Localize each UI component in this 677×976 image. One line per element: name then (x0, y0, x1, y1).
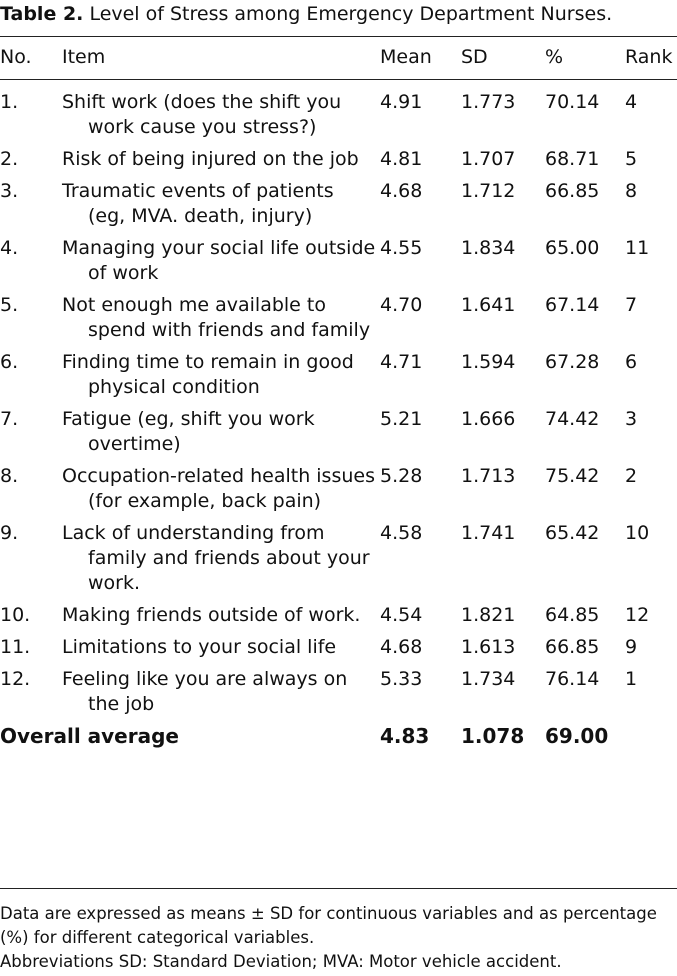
cell-pct: 75.42 (545, 465, 600, 487)
header-row (0, 42, 677, 82)
cell-pct: 64.85 (545, 604, 600, 626)
header-pct: % (545, 46, 564, 68)
cell-mean: 4.68 (380, 636, 423, 658)
item-text: Risk of being injured on the job (62, 148, 359, 170)
overall-sd: 1.078 (461, 724, 525, 748)
cell-item (62, 82, 380, 144)
item-text: Feeling like you are always on the job (62, 668, 348, 715)
cell-rank: 3 (625, 408, 638, 430)
overall-label: Overall average (0, 724, 179, 748)
header-sd: SD (461, 46, 488, 68)
cell-no: 3. (0, 180, 19, 202)
cell-mean: 4.55 (380, 237, 423, 259)
item-text: Finding time to remain in good physical condition (62, 351, 354, 398)
cell-pct: 68.71 (545, 148, 600, 170)
cell-pct: 67.28 (545, 351, 600, 373)
stress-table (0, 42, 677, 753)
cell-no: 9. (0, 522, 19, 544)
cell-mean: 4.58 (380, 522, 423, 544)
cell-mean: 4.70 (380, 294, 423, 316)
cell-mean: 4.54 (380, 604, 423, 626)
cell-no: 10. (0, 604, 31, 626)
cell-no: 12. (0, 668, 31, 690)
cell-item (62, 176, 380, 233)
cell-mean: 4.91 (380, 91, 423, 113)
cell-no: 1. (0, 91, 19, 113)
cell-sd: 1.734 (461, 668, 516, 690)
table-row (0, 144, 677, 176)
overall-average-row (0, 721, 677, 753)
cell-pct: 76.14 (545, 668, 600, 690)
cell-sd: 1.641 (461, 294, 516, 316)
header-no: No. (0, 46, 32, 68)
table-header (0, 42, 677, 82)
caption-label: Table 2. (0, 3, 84, 25)
cell-pct: 66.85 (545, 636, 600, 658)
item-text: Traumatic events of patients (eg, MVA. death, injury) (62, 180, 334, 227)
table-row (0, 404, 677, 461)
header-mean: Mean (380, 46, 432, 68)
cell-rank: 4 (625, 91, 638, 113)
item-text: Shift work (does the shift you work cause you stress?) (62, 91, 342, 138)
cell-no: 8. (0, 465, 19, 487)
item-text: Lack of understanding from family and friends about your work. (62, 522, 370, 594)
cell-sd: 1.594 (461, 351, 516, 373)
table-row (0, 347, 677, 404)
caption-title: Level of Stress among Emergency Department Nurses. (89, 3, 613, 25)
bottom-rule (0, 888, 677, 889)
cell-sd: 1.666 (461, 408, 516, 430)
cell-pct: 65.00 (545, 237, 600, 259)
cell-item (62, 144, 380, 176)
cell-sd: 1.773 (461, 91, 516, 113)
cell-rank: 6 (625, 351, 638, 373)
table-row (0, 176, 677, 233)
cell-item (62, 233, 380, 290)
table-row (0, 82, 677, 144)
item-text: Occupation-related health issues (for example, back pain) (62, 465, 375, 512)
cell-rank: 5 (625, 148, 638, 170)
table-row (0, 632, 677, 664)
footnote-data-note (0, 902, 677, 950)
cell-rank: 12 (625, 604, 650, 626)
cell-sd: 1.707 (461, 148, 516, 170)
cell-no: 6. (0, 351, 19, 373)
cell-mean: 4.71 (380, 351, 423, 373)
cell-sd: 1.741 (461, 522, 516, 544)
table-row (0, 461, 677, 518)
cell-item (62, 290, 380, 347)
cell-item (62, 404, 380, 461)
table-row (0, 290, 677, 347)
cell-item (62, 600, 380, 632)
cell-item (62, 664, 380, 721)
overall-mean: 4.83 (380, 724, 430, 748)
header-item: Item (62, 46, 106, 68)
cell-pct: 66.85 (545, 180, 600, 202)
footnote-abbreviations: Abbreviations SD: Standard Deviation; MVA: Motor vehicle accident. (0, 952, 562, 971)
item-text: Fatigue (eg, shift you work overtime) (62, 408, 315, 455)
cell-pct: 70.14 (545, 91, 600, 113)
cell-rank: 7 (625, 294, 638, 316)
cell-item (62, 518, 380, 600)
cell-rank: 8 (625, 180, 638, 202)
table-row (0, 233, 677, 290)
table-row (0, 518, 677, 600)
top-rule (0, 36, 677, 37)
cell-sd: 1.821 (461, 604, 516, 626)
cell-sd: 1.713 (461, 465, 516, 487)
cell-mean: 4.81 (380, 148, 423, 170)
table-row (0, 664, 677, 721)
cell-rank: 1 (625, 668, 638, 690)
cell-mean: 5.33 (380, 668, 423, 690)
cell-no: 11. (0, 636, 31, 658)
item-text: Not enough me available to spend with friends and family (62, 294, 371, 341)
cell-mean: 5.28 (380, 465, 423, 487)
cell-sd: 1.834 (461, 237, 516, 259)
cell-rank: 9 (625, 636, 638, 658)
cell-sd: 1.613 (461, 636, 516, 658)
table-caption (0, 2, 612, 26)
cell-no: 5. (0, 294, 19, 316)
cell-no: 2. (0, 148, 19, 170)
cell-no: 7. (0, 408, 19, 430)
item-text: Limitations to your social life (62, 636, 337, 658)
table-body (0, 82, 677, 753)
cell-pct: 74.42 (545, 408, 600, 430)
cell-mean: 4.68 (380, 180, 423, 202)
header-rank: Rank (625, 46, 673, 68)
cell-item (62, 632, 380, 664)
cell-pct: 67.14 (545, 294, 600, 316)
overall-pct: 69.00 (545, 724, 609, 748)
cell-rank: 2 (625, 465, 638, 487)
cell-item (62, 347, 380, 404)
cell-pct: 65.42 (545, 522, 600, 544)
cell-item (62, 461, 380, 518)
cell-sd: 1.712 (461, 180, 516, 202)
cell-rank: 11 (625, 237, 650, 259)
footnote-data-note-text: Data are expressed as means ± SD for continuous variables and as percentage (%) for different categorical variables. (0, 904, 657, 947)
cell-no: 4. (0, 237, 19, 259)
table-row (0, 600, 677, 632)
item-text: Making friends outside of work. (62, 604, 361, 626)
item-text: Managing your social life outside of work (62, 237, 376, 284)
cell-rank: 10 (625, 522, 650, 544)
overall-rank (625, 721, 677, 753)
cell-mean: 5.21 (380, 408, 423, 430)
